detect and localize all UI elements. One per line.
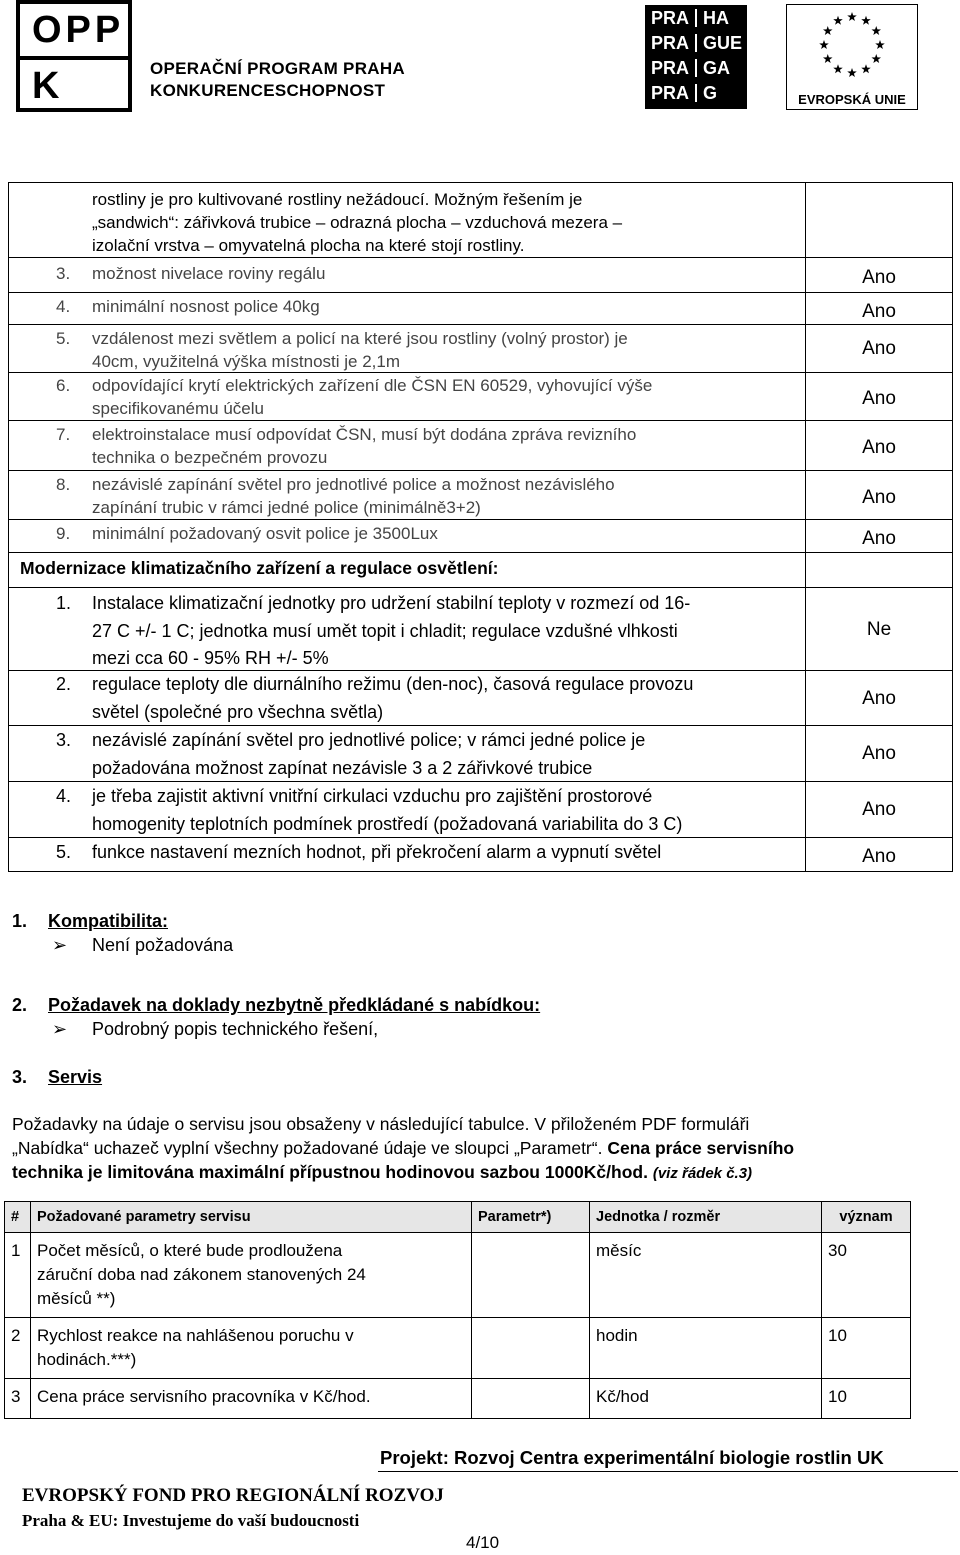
value-cell: Ano: [862, 527, 896, 549]
table-row: 1. Instalace klimatizační jednotky pro udržení stabilní teploty v rozmezí od 16- 27 C +/- 1 C; jednotka musí umět topit i chladit; regulace vzdušné vlhkosti mezi cca 60 - 95% RH +/- 5% Ne: [9, 588, 952, 671]
eu-star-icon: [823, 54, 833, 63]
praha-logo: [645, 5, 747, 109]
value-cell: Ano: [862, 388, 896, 409]
fund-text: EVROPSKÝ FOND PRO REGIONÁLNÍ ROZVOJ Praha & EU: Investujeme do vaší budoucnosti: [22, 1485, 444, 1530]
value-cell: Ano: [862, 846, 896, 867]
table-row: 7. elektroinstalace musí odpovídat ČSN, musí být dodána zpráva revizního technika o bezpečném provozu Ano: [9, 421, 952, 471]
section-heading: 1. Kompatibilita:: [12, 911, 168, 931]
table-row: [9, 553, 952, 588]
eu-star-icon: [833, 16, 843, 25]
table-row: 5. vzdálenost mezi světlem a policí na které jsou rostliny (volný prostor) je 40cm, využitelná výška místnosti je 2,1m Ano: [9, 325, 952, 373]
servis-paragraph: Požadavky na údaje o servisu jsou obsaženy v následující tabulce. V přiloženém PDF formuláři „Nabídka“ uchazeč vyplní všechny požadované údaje ve sloupci „Parametr“. Cena práce servisního technika je limitována maximální přípustnou hodinovou sazbou 1000Kč/hod. (viz řádek č.3): [12, 1114, 795, 1182]
value-cell: Ano: [862, 486, 896, 508]
praha-logo-row: PRA GA: [651, 58, 730, 78]
eu-logo: [786, 4, 918, 110]
opp-logo-mark: [16, 0, 132, 112]
parametr-cell[interactable]: [472, 1318, 590, 1379]
eu-star-icon: [871, 26, 881, 35]
section-title: Modernizace klimatizačního zařízení a regulace osvětlení:: [20, 558, 499, 578]
eu-stars-icon: [787, 5, 917, 85]
eu-label: EVROPSKÁ UNIE: [798, 92, 906, 107]
eu-star-icon: [861, 16, 871, 25]
eu-star-icon: [847, 68, 857, 77]
value-cell: Ano: [862, 437, 896, 458]
eu-star-icon: [875, 40, 885, 49]
section-heading: 2. Požadavek na doklady nezbytně předkládané s nabídkou:: [12, 995, 541, 1015]
eu-star-icon: [833, 64, 843, 73]
praha-logo-row: PRA HA: [651, 8, 729, 28]
table-header-row: [5, 1202, 911, 1233]
requirements-table: [8, 182, 953, 872]
table-row: 1 Počet měsíců, o které bude prodloužena záruční doba nad zákonem stanovených 24 měsíců **) měsíc 30: [5, 1233, 911, 1318]
col-header: Parametr*): [472, 1202, 590, 1233]
opp-logo: [16, 0, 436, 112]
table-row: 2 Rychlost reakce na nahlášenou poruchu v hodinách.***) hodin 10: [5, 1318, 911, 1379]
value-cell: Ano: [862, 300, 896, 322]
service-table: [4, 1201, 911, 1419]
col-header: #: [5, 1202, 31, 1233]
list-item: ➢ Není požadována: [52, 935, 234, 955]
table-row: 3. možnost nivelace roviny regálu Ano: [9, 258, 952, 293]
col-header: význam: [822, 1202, 911, 1233]
parametr-cell[interactable]: [472, 1233, 590, 1318]
eu-star-icon: [819, 40, 829, 49]
value-cell: Ano: [862, 266, 896, 288]
value-cell: Ano: [862, 338, 896, 359]
arrow-bullet-icon: ➢: [52, 935, 68, 955]
table-row: rostliny je pro kultivované rostliny nežádoucí. Možným řešením je „sandwich“: zářivková trubice – odrazná plocha – vzduchová mezera – izolační vrstva – omyvatelná plocha na které stojí rostliny.: [9, 183, 952, 258]
eu-star-icon: [823, 26, 833, 35]
table-row: 3 Cena práce servisního pracovníka v Kč/hod. Kč/hod 10: [5, 1379, 911, 1419]
table-row: 6. odpovídající krytí elektrických zařízení dle ČSN EN 60529, vyhovující výše specifikovanému účelu Ano: [9, 373, 952, 421]
list-item: ➢ Podrobný popis technického řešení,: [52, 1019, 379, 1039]
col-header: Požadované parametry servisu: [31, 1202, 472, 1233]
table-row: 3. nezávislé zapínání světel pro jednotlivé police; v rámci jedné police je požadována možnost zapínat nezávisle 3 a 2 zářivkové trubice Ano: [9, 726, 952, 782]
value-cell: Ano: [862, 743, 896, 764]
value-cell: Ano: [862, 687, 896, 709]
table-row: 8. nezávislé zapínání světel pro jednotlivé police a možnost nezávislého zapínání trubic v rámci jedné police (minimálně3+2) Ano: [9, 471, 952, 520]
table-row: 4. minimální nosnost police 40kg Ano: [9, 293, 952, 325]
section-heading: 3. Servis: [12, 1067, 103, 1087]
col-header: Jednotka / rozměr: [590, 1202, 822, 1233]
praha-logo-row: PRA GUE: [651, 33, 743, 53]
eu-star-icon: [871, 54, 881, 63]
footer-divider: [378, 1471, 958, 1472]
eu-star-icon: [847, 12, 857, 21]
project-title: Projekt: Rozvoj Centra experimentální biologie rostlin UK: [380, 1447, 884, 1468]
praha-logo-row: PRA G: [651, 83, 718, 103]
value-cell: Ne: [866, 618, 892, 640]
opp-program-name: OPERAČNÍ PROGRAM PRAHA KONKURENCESCHOPNOST: [150, 59, 406, 100]
table-row: 5. funkce nastavení mezních hodnot, při překročení alarm a vypnutí světel Ano: [9, 838, 952, 872]
table-row: 9. minimální požadovaný osvit police je 3500Lux Ano: [9, 520, 952, 553]
arrow-bullet-icon: ➢: [52, 1019, 68, 1039]
eu-star-icon: [861, 64, 871, 73]
table-row: 2. regulace teploty dle diurnálního režimu (den-noc), časová regulace provozu světel (společné pro všechna světla) Ano: [9, 671, 952, 726]
page-number: 4/10: [466, 1533, 500, 1552]
value-cell: Ano: [862, 799, 896, 820]
parametr-cell[interactable]: [472, 1379, 590, 1419]
opp-logo-letters: OPP: [32, 9, 125, 51]
table-row: 4. je třeba zajistit aktivní vnitřní cirkulaci vzduchu pro zajištění prostorové homogenity teplotních podmínek prostředí (požadovaná variabilita do 3 C) Ano: [9, 782, 952, 838]
opp-logo-k: K: [32, 65, 60, 107]
